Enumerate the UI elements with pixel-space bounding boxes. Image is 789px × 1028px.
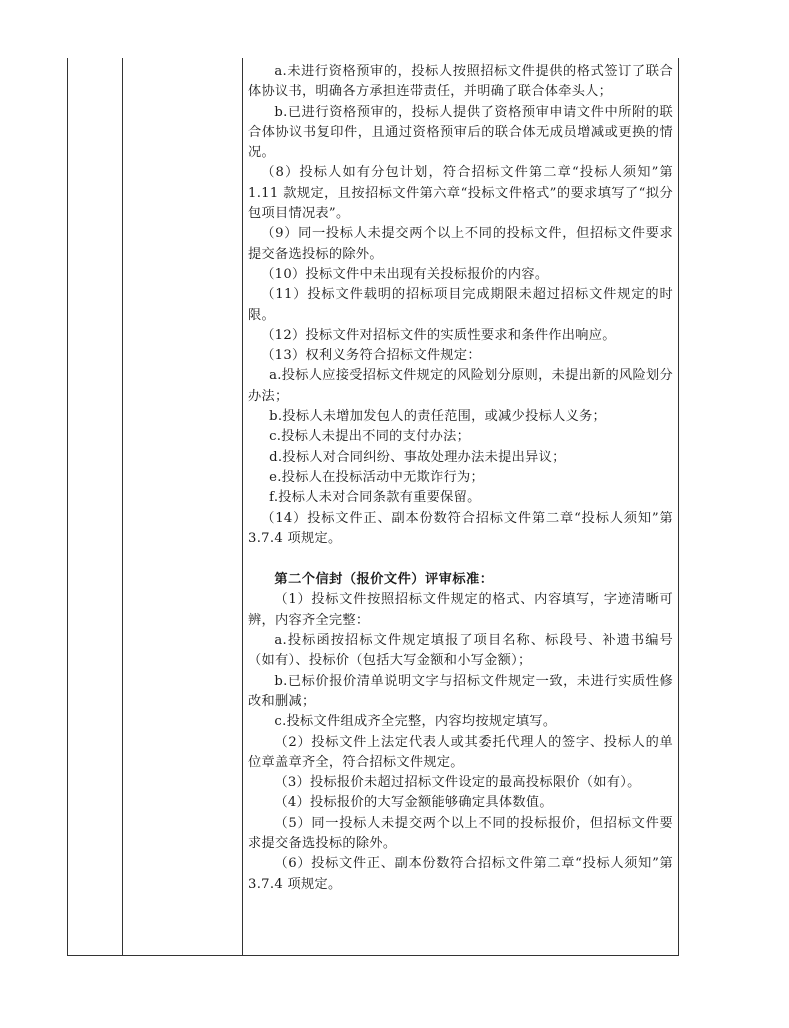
clause-item: （1）投标文件按照招标文件规定的格式、内容填写，字迹清晰可辨，内容齐全完整： (248, 592, 673, 628)
clause-item: a.未进行资格预审的，投标人按照招标文件提供的格式签订了联合体协议书，明确各方承担连带责任，并明确了联合体牵头人； (248, 64, 673, 100)
clause-item: （8）投标人如有分包计划，符合招标文件第二章“投标人须知”第 1.11 款规定，且按招标文件第六章“投标文件格式”的要求填写了“拟分包项目情况表”。 (248, 165, 673, 222)
clause-item: （14）投标文件正、副本份数符合招标文件第二章“投标人须知”第 3.7.4 项规定。 (248, 510, 673, 546)
clause-item: c.投标文件组成齐全完整，内容均按规定填写。 (274, 714, 557, 730)
clause-item: （6）投标文件正、副本份数符合招标文件第二章“投标人须知”第 3.7.4 项规定。 (248, 856, 673, 892)
clause-item: d.投标人对合同纠纷、事故处理办法未提出异议； (269, 449, 566, 465)
column-divider (242, 58, 243, 955)
section-heading: 第二个信封（报价文件）评审标准： (274, 572, 494, 588)
clause-item: （10）投标文件中未出现有关投标报价的内容。 (261, 266, 549, 282)
clause-item: a.投标人应接受招标文件规定的风险划分原则，未提出新的风险划分办法； (248, 368, 673, 404)
clause-item: （3）投标报价未超过招标文件设定的最高投标限价（如有）。 (274, 775, 641, 791)
clause-item: f.投标人未对合同条款有重要保留。 (269, 490, 481, 506)
clause-item: e.投标人在投标活动中无欺诈行为； (269, 469, 485, 485)
clause-item: （11）投标文件载明的招标项目完成期限未超过招标文件规定的时限。 (248, 287, 673, 323)
clause-item: b.已标价报价清单说明文字与招标文件规定一致，未进行实质性修改和删减； (248, 673, 673, 709)
clause-item: a.投标函按招标文件规定填报了项目名称、标段号、补遗书编号（如有）、投标价（包括大写金额和小写金额）； (248, 633, 673, 669)
clause-item: （2）投标文件上法定代表人或其委托代理人的签字、投标人的单位章盖章齐全，符合招标文件规定。 (248, 734, 673, 770)
column-divider (122, 58, 123, 955)
section-spacer (248, 549, 673, 570)
clause-item: c.投标人未提出不同的支付办法； (269, 429, 471, 445)
clause-item: （12）投标文件对招标文件的实质性要求和条件作出响应。 (261, 327, 616, 343)
clause-item: （13）权利义务符合招标文件规定： (261, 348, 481, 364)
clause-item: （9）同一投标人未提交两个以上不同的投标文件，但招标文件要求提交备选投标的除外。 (248, 226, 673, 262)
clause-item: b.投标人未增加发包人的责任范围，或减少投标人义务； (269, 409, 607, 425)
evaluation-table (67, 58, 679, 956)
clause-item: b.已进行资格预审的，投标人提供了资格预审申请文件中所附的联合体协议书复印件，且通过资格预审后的联合体无成员增减或更换的情况。 (248, 104, 673, 161)
clause-item: （4）投标报价的大写金额能够确定具体数值。 (274, 795, 553, 811)
criteria-cell (248, 62, 673, 895)
clause-item: （5）同一投标人未提交两个以上不同的投标报价，但招标文件要求提交备选投标的除外。 (248, 815, 673, 851)
